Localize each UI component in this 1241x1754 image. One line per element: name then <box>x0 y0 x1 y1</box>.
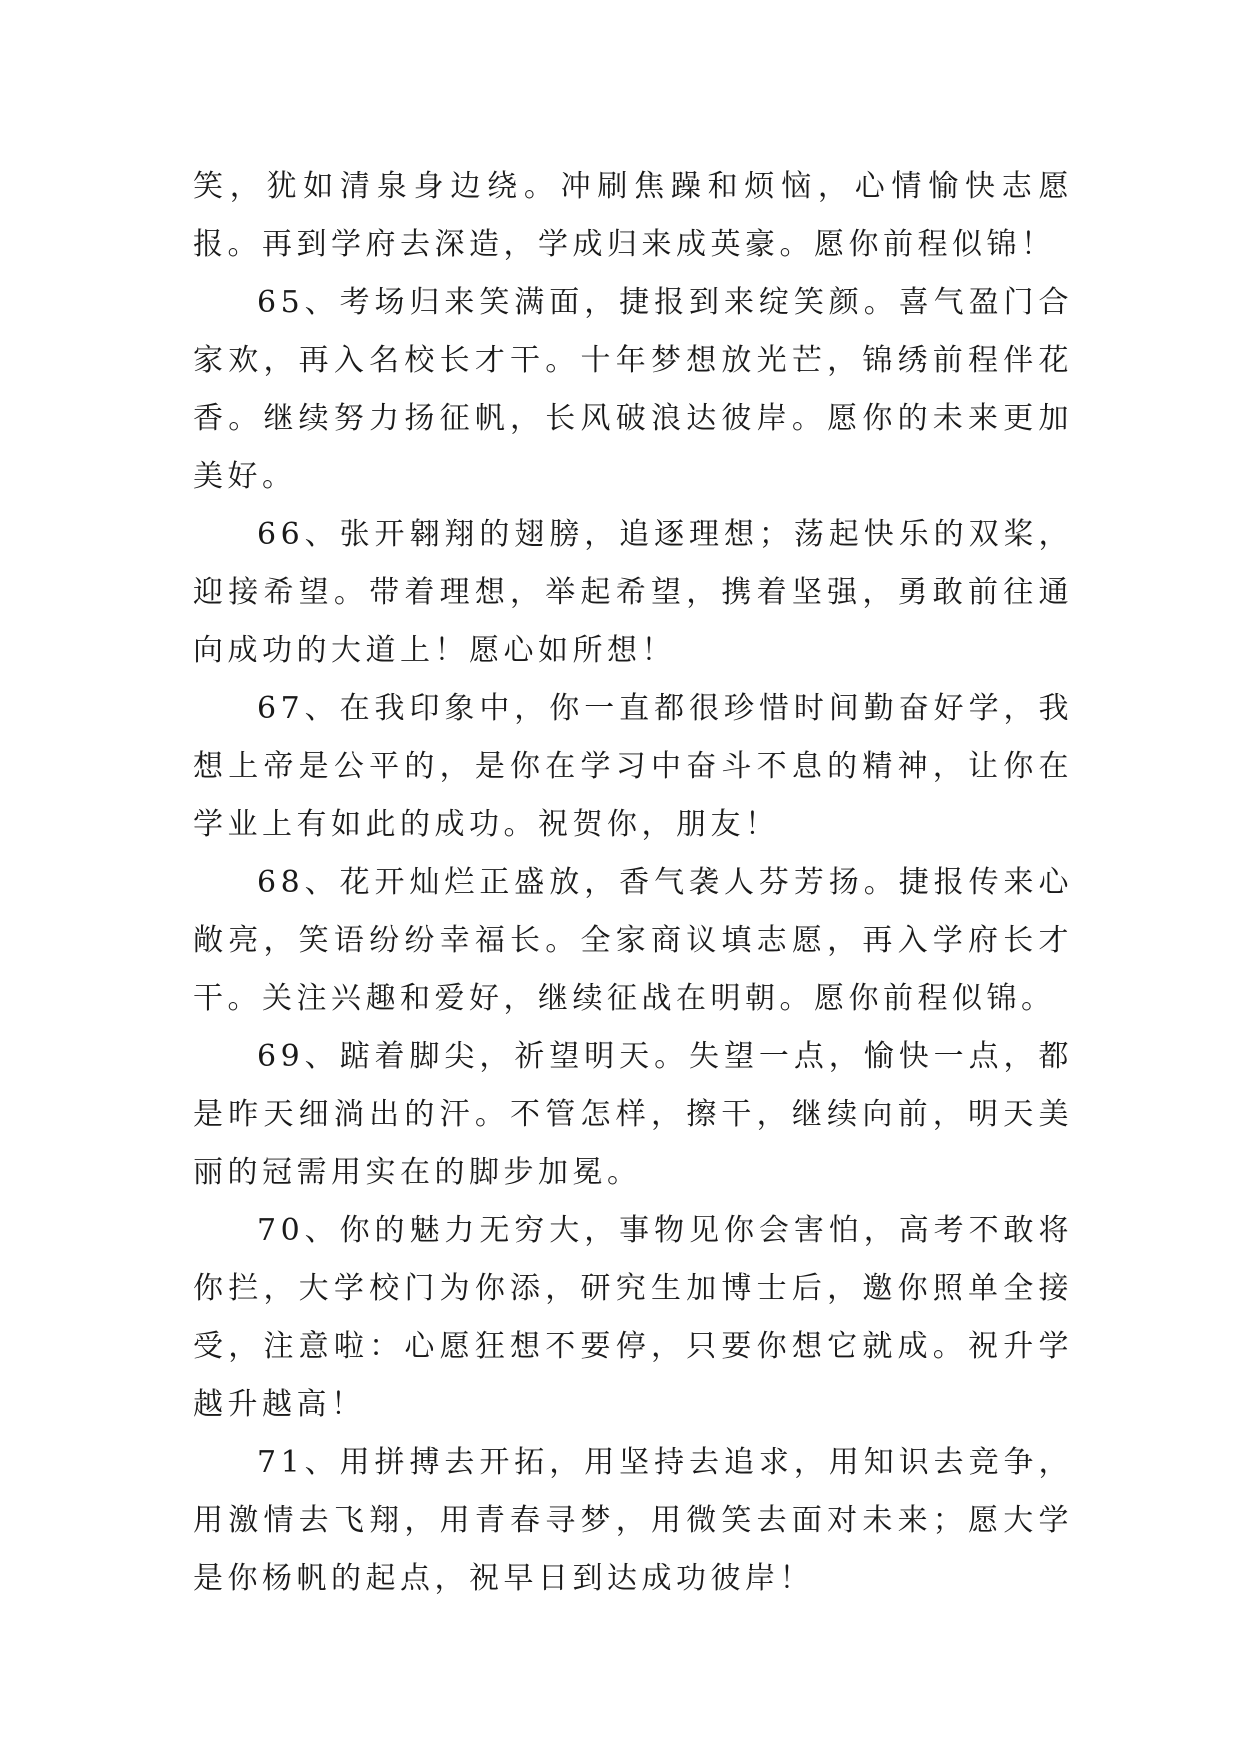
paragraph-70: 70、你的魅力无穷大，事物见你会害怕，高考不敢将你拦，大学校门为你添，研究生加博士后，邀你照单全接受，注意啦：心愿狂想不要停，只要你想它就成。祝升学越升越高！ <box>193 1213 1073 1422</box>
paragraph-71: 71、用拼搏去开拓，用坚持去追求，用知识去竞争，用激情去飞翔，用青春寻梦，用微笑去面对未来；愿大学是你杨帆的起点，祝早日到达成功彼岸！ <box>193 1445 1073 1596</box>
paragraph-continued: 笑，犹如清泉身边绕。冲刷焦躁和烦恼，心情愉快志愿报。再到学府去深造，学成归来成英豪。愿你前程似锦！ <box>193 169 1073 262</box>
paragraph-66: 66、张开翱翔的翅膀，追逐理想；荡起快乐的双桨，迎接希望。带着理想，举起希望，携着坚强，勇敢前往通向成功的大道上！愿心如所想！ <box>193 517 1073 668</box>
paragraph-69: 69、踮着脚尖，祈望明天。失望一点，愉快一点，都是昨天细淌出的汗。不管怎样，擦干，继续向前，明天美丽的冠需用实在的脚步加冕。 <box>193 1039 1073 1190</box>
paragraph-68: 68、花开灿烂正盛放，香气袭人芬芳扬。捷报传来心敞亮，笑语纷纷幸福长。全家商议填志愿，再入学府长才干。关注兴趣和爱好，继续征战在明朝。愿你前程似锦。 <box>193 865 1073 1016</box>
body-text <box>193 158 1073 1608</box>
paragraph-67: 67、在我印象中，你一直都很珍惜时间勤奋好学，我想上帝是公平的，是你在学习中奋斗不息的精神，让你在学业上有如此的成功。祝贺你，朋友！ <box>193 691 1073 842</box>
paragraph-65: 65、考场归来笑满面，捷报到来绽笑颜。喜气盈门合家欢，再入名校长才干。十年梦想放光芒，锦绣前程伴花香。继续努力扬征帆，长风破浪达彼岸。愿你的未来更加美好。 <box>193 285 1073 494</box>
